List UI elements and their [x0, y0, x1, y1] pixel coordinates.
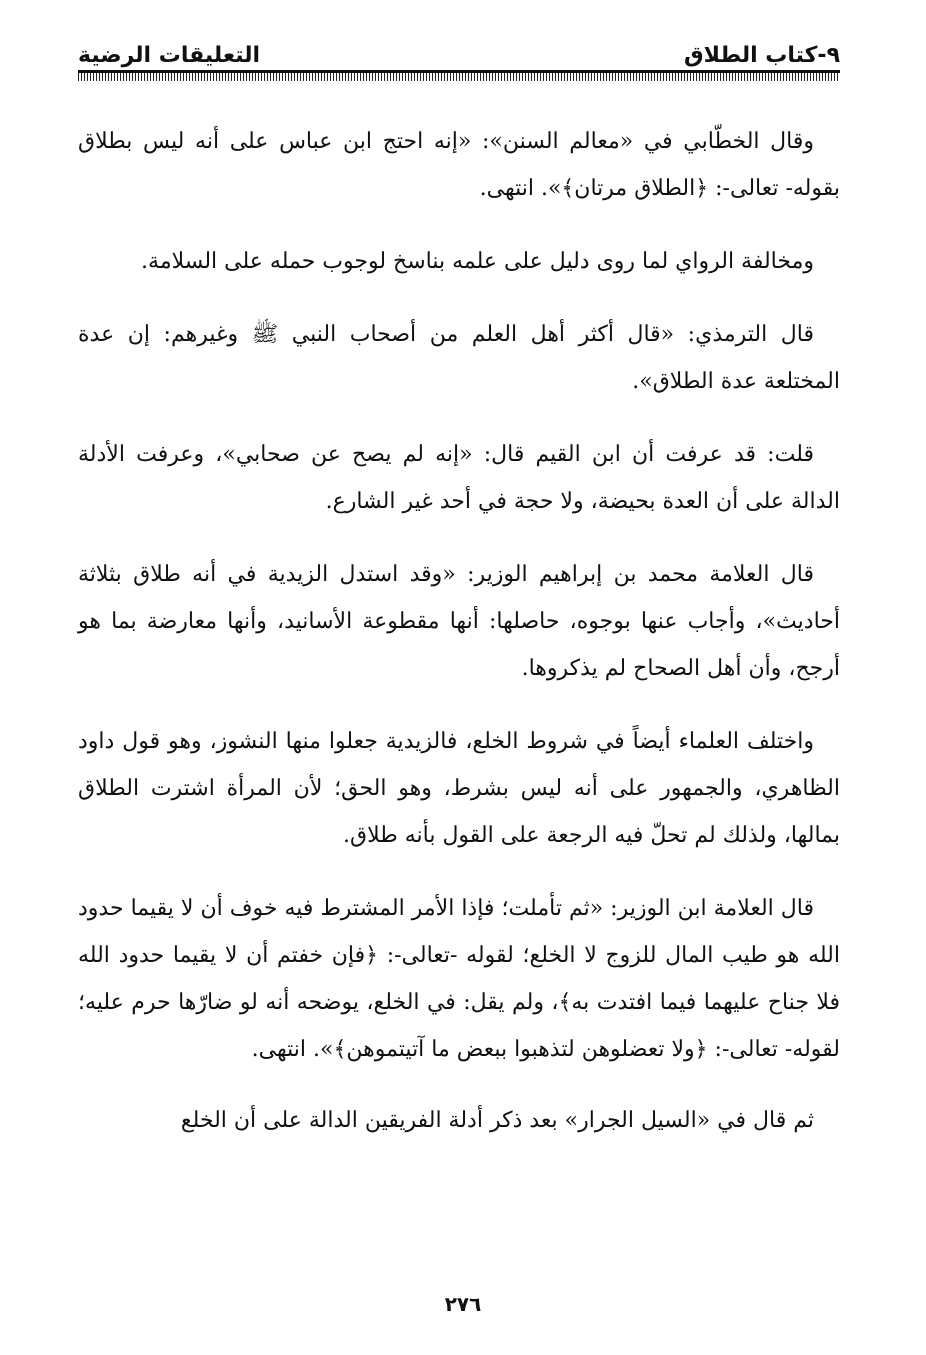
paragraph: قال العلامة محمد بن إبراهيم الوزير: «وقد استدل الزيدية في أنه طلاق بثلاثة أحاديث»، وأجاب عنها بوجوه، حاصلها: أنها مقطوعة الأسانيد، وأنها معارضة بما هو أرجح، وأن أهل الصحاح لم يذكروها. [78, 562, 840, 681]
chapter-title: ٩-كتاب الطلاق [684, 43, 840, 68]
paragraph: ومخالفة الرواي لما روى دليل على علمه بناسخ لوجوب حمله على السلامة. [141, 249, 814, 274]
running-header [78, 34, 840, 68]
body-text [78, 118, 840, 1170]
header-divider [78, 70, 840, 81]
paragraph: قال العلامة ابن الوزير: «ثم تأملت؛ فإذا الأمر المشترط فيه خوف أن لا يقيما حدود الله هو طيب المال للزوج لا الخلع؛ لقوله -تعالى-: ﴿فإن خفتم أن لا يقيما حدود الله فلا جناح عليهما فيما افتدت به﴾، ولم يقل: في الخلع، يوضحه أنه لو ضارّها حرم عليه؛ لقوله- تعالى-: ﴿ولا تعضلوهن لتذهبوا ببعض ما آتيتموهن﴾». انتهى. [78, 896, 840, 1062]
paragraph: وقال الخطّابي في «معالم السنن»: «إنه احتج ابن عباس على أنه ليس بطلاق بقوله- تعالى-: ﴿الطلاق مرتان﴾». انتهى. [78, 129, 840, 201]
page-number: ٢٧٦ [444, 1292, 482, 1316]
paragraph: واختلف العلماء أيضاً في شروط الخلع، فالزيدية جعلوا منها النشوز، وهو قول داود الظاهري، والجمهور على أنه ليس بشرط، وهو الحق؛ لأن المرأة اشترت الطلاق بمالها، ولذلك لم تحلّ فيه الرجعة على القول بأنه طلاق. [78, 729, 840, 848]
paragraph: ثم قال في «السيل الجرار» بعد ذكر أدلة الفريقين الدالة على أن الخلع [180, 1108, 814, 1133]
paragraph: قال الترمذي: «قال أكثر أهل العلم من أصحاب النبي ﷺ وغيرهم: إن عدة المختلعة عدة الطلاق». [78, 322, 840, 394]
book-title: التعليقات الرضية [78, 43, 261, 68]
paragraph: قلت: قد عرفت أن ابن القيم قال: «إنه لم يصح عن صحابي»، وعرفت الأدلة الدالة على أن العدة بحيضة، ولا حجة في أحد غير الشارع. [78, 442, 840, 514]
